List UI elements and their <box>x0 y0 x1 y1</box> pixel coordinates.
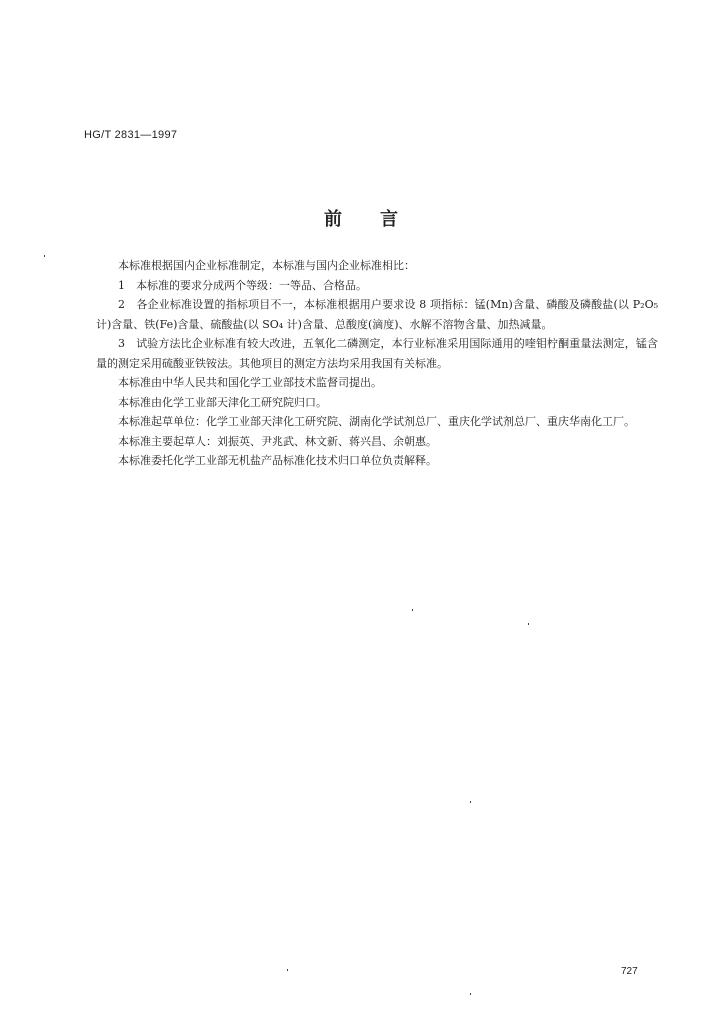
scan-speck <box>470 801 471 803</box>
paragraph-drafters: 本标准主要起草人：刘振英、尹兆武、林文新、蒋兴昌、余朝惠。 <box>118 434 437 448</box>
page-number: 727 <box>621 966 638 977</box>
paragraph-interpretation: 本标准委托化学工业部无机盐产品标准化技术归口单位负责解释。 <box>118 454 437 467</box>
page-title: 前言 <box>324 209 436 230</box>
scan-speck <box>528 623 529 625</box>
paragraph-proposer: 本标准由中华人民共和国化学工业部技术监督司提出。 <box>118 376 382 389</box>
scan-speck <box>287 969 288 971</box>
scan-speck <box>470 993 471 995</box>
paragraph-administrator: 本标准由化学工业部天津化工研究院归口。 <box>118 395 327 409</box>
scan-speck <box>412 609 413 611</box>
paragraph-intro: 本标准根据国内企业标准制定，本标准与国内企业标准相比： <box>118 259 415 272</box>
preface-body <box>96 256 658 471</box>
paragraph-item-1: 1 本标准的要求分成两个等级：一等品、合格品。 <box>118 278 367 292</box>
scan-speck <box>44 255 45 257</box>
paragraph-item-2: 2 各企业标准设置的指标项目不一，本标准根据用户要求设 8 项指标：锰(Mn)含量、磷酸及磷酸盐(以 P₂O₅ 计)含量、铁(Fe)含量、硫酸盐(以 SO₄ 计)含量、总酸度(滴度)、水解不溶物含量、加热减量。 <box>96 298 658 331</box>
paragraph-item-3: 3 试验方法比企业标准有较大改进，五氧化二磷测定，本行业标准采用国际通用的喹钼柠酮重量法测定，锰含量的测定采用硫酸亚铁铵法。其他项目的测定方法均采用我国有关标准。 <box>96 337 658 370</box>
paragraph-drafting-units: 本标准起草单位：化学工业部天津化工研究院、湖南化学试剂总厂、重庆化学试剂总厂、重庆华南化工厂。 <box>118 415 635 428</box>
standard-code: HG/T 2831—1997 <box>84 129 178 141</box>
